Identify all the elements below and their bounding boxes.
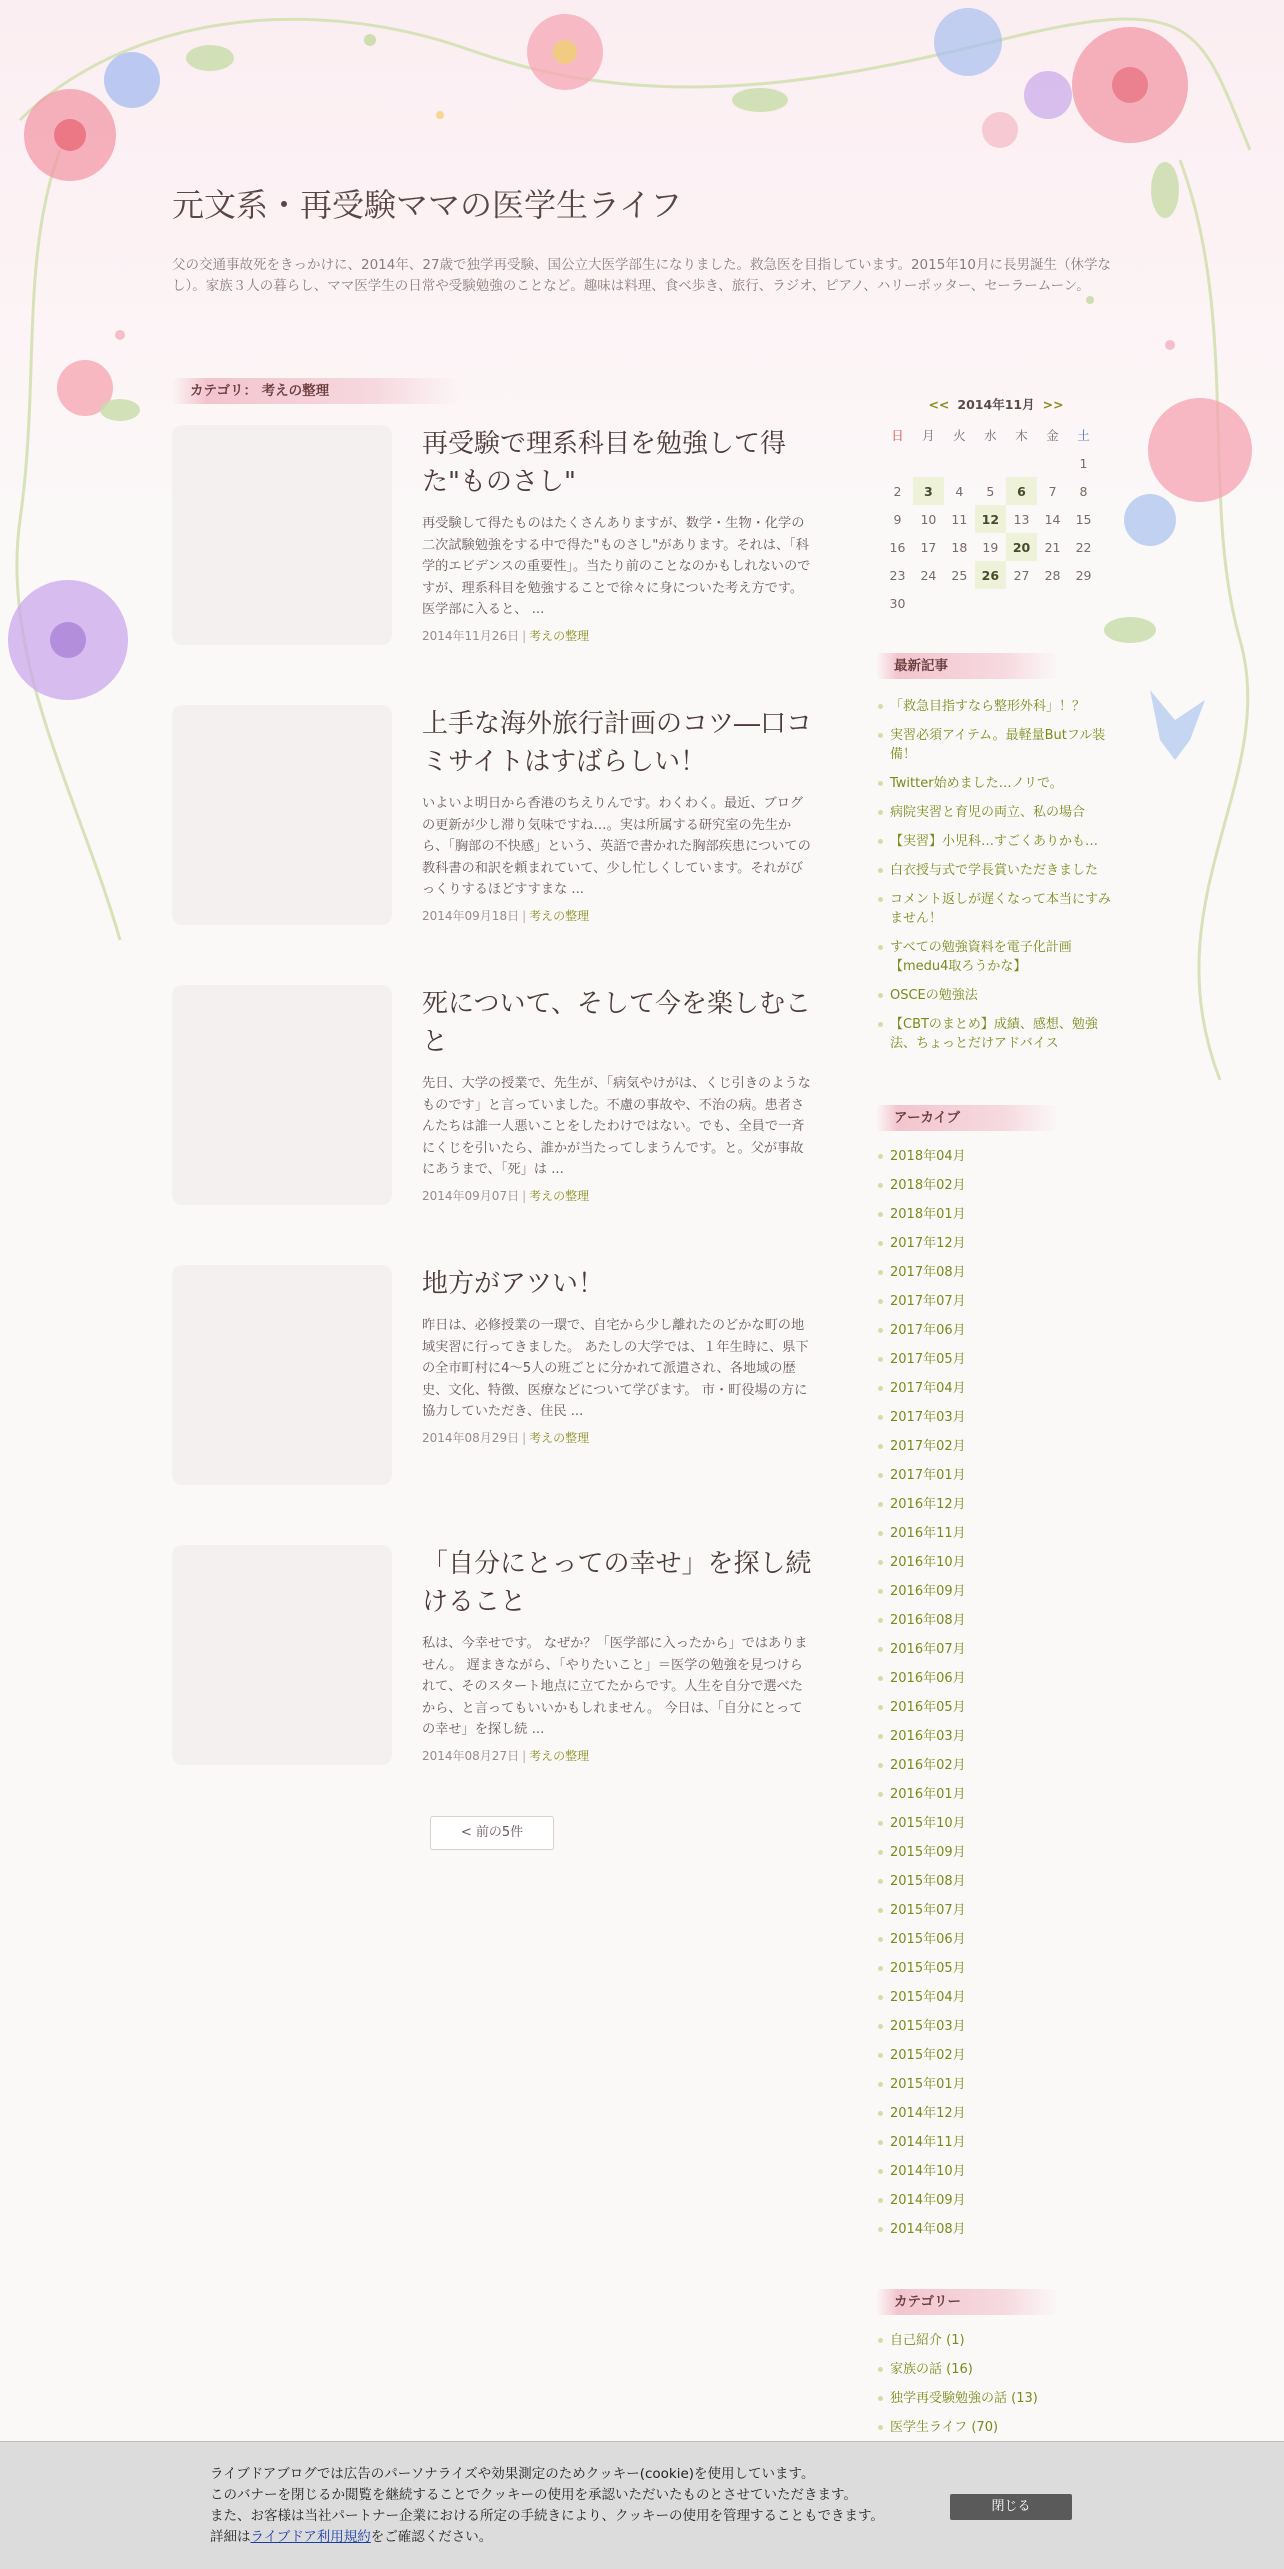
archive-month-link[interactable]: 2016年01月 [876,1785,1116,1814]
calendar-weekday: 土 [1077,428,1090,443]
entry-excerpt: 私は、今幸せです。 なぜか？「医学部に入ったから」ではありません。 遅まきながら、「やりたいこと」＝医学の勉強を見つけられて、そのスタート地点に立てたからです。人生を自分で選べたから、と言ってもいいかもしれません。 今日は、「自分にとっての幸せ」を探し続 ... [422,1636,808,1738]
archive-month-link[interactable]: 2016年12月 [876,1495,1116,1524]
archive-month-link[interactable]: 2016年03月 [876,1727,1116,1756]
calendar-grid [882,421,1099,617]
cookie-message [210,2464,930,2548]
calendar-header [876,395,1116,421]
archive-month-link[interactable]: 2015年08月 [876,1872,1116,1901]
cookie-banner [0,2441,1284,2569]
entry-title-link[interactable]: 再受験で理系科目を勉強して得た"ものさし" [422,429,787,497]
archive-month-link[interactable]: 2018年04月 [876,1147,1116,1176]
archive-month-link[interactable]: 2017年12月 [876,1234,1116,1263]
calendar-weekday: 水 [984,428,997,443]
calendar-day: 1 [1079,455,1088,471]
calendar-weekday: 木 [1015,428,1028,443]
calendar-day: 10 [920,511,937,527]
archive-month-link[interactable]: 2015年04月 [876,1988,1116,2017]
archive-month-link[interactable]: 2016年07月 [876,1640,1116,1669]
archive-month-link[interactable]: 2016年09月 [876,1582,1116,1611]
calendar-day [1068,589,1099,617]
calendar-day-link[interactable]: 3 [913,477,944,505]
archive-month-link[interactable]: 2018年01月 [876,1205,1116,1234]
calendar-day: 24 [920,567,937,583]
calendar-day: 28 [1044,567,1061,583]
calendar-day: 4 [955,483,964,499]
calendar-day: 2 [893,483,902,499]
cookie-line: また、お客様は当社パートナー企業における所定の手続きにより、クッキーの使用を管理することもできます。 [210,2508,884,2524]
entry-date: 2014年08月29日 [422,1430,520,1445]
calendar-day-link[interactable]: 12 [975,505,1006,533]
entry-title-link[interactable]: 死について、そして今を楽しむこと [422,989,811,1057]
calendar-day: 17 [920,539,937,555]
recent-post-link[interactable]: 白衣授与式で学長賞いただきました [876,861,1116,880]
entry-category-link[interactable]: 考えの整理 [529,628,590,643]
recent-post-link[interactable]: Twitter始めました…ノリで。 [876,774,1116,793]
archive-month-link[interactable]: 2016年11月 [876,1524,1116,1553]
archive-month-link[interactable]: 2015年07月 [876,1901,1116,1930]
entry-thumbnail[interactable] [172,425,392,645]
calendar-day-link[interactable]: 26 [975,561,1006,589]
archive-month-link[interactable]: 2017年07月 [876,1292,1116,1321]
calendar-day [975,449,1006,477]
entry-date: 2014年09月07日 [422,1188,520,1203]
calendar-day: 22 [1075,539,1092,555]
entry-thumbnail[interactable] [172,705,392,925]
calendar-day: 25 [951,567,968,583]
entry-thumbnail[interactable] [172,1265,392,1485]
terms-link[interactable]: ライブドア利用規約 [250,2529,371,2545]
recent-post-link[interactable]: OSCEの勉強法 [876,986,1116,1005]
calendar-weekday: 月 [922,428,935,443]
calendar-next-link[interactable]: >> [1042,397,1064,412]
archive-month-link[interactable]: 2015年01月 [876,2075,1116,2104]
archive-month-link[interactable]: 2015年10月 [876,1814,1116,1843]
archive-month-link[interactable]: 2017年01月 [876,1466,1116,1495]
categories-title: カテゴリー [876,2289,1058,2315]
calendar-day [913,449,944,477]
category-link[interactable]: 独学再受験勉強の話 (13) [876,2389,1116,2418]
calendar-day [882,449,913,477]
archive-list [876,1147,1116,2249]
prev-page-button[interactable]: < 前の5件 [430,1816,554,1850]
calendar-day [1006,449,1037,477]
entry-excerpt: 再受験して得たものはたくさんありますが、数学・生物・化学の二次試験勉強をする中で得た"ものさし"があります。それは、「科学的エビデンスの重要性」。当たり前のことなのかもしれないのですが、理系科目を勉強することで徐々に身についた考え方です。医学部に入ると、 ... [422,516,811,618]
archive-month-link[interactable]: 2014年08月 [876,2220,1116,2249]
archive-month-link[interactable]: 2014年11月 [876,2133,1116,2162]
category-link[interactable]: 医学生ライフ (70) [876,2418,1116,2447]
cookie-line: ライブドアブログでは広告のパーソナライズや効果測定のためクッキー(cookie)を使用しています。 [210,2466,815,2482]
entry: 上手な海外旅行計画のコツ―口コミサイトはすばらしい！ いよいよ明日から香港のちえりんです。わくわく。最近、ブログの更新が少し滞り気味ですね…。実は所属する研究室の先生から、「胸部の不快感」という、英語で書かれた胸部疾患についての教科書の和訳を頼まれていて、少し忙しくしています。それがびっくりするほどすすまな ... 2014年09月18日 | 考えの整理 [172,705,812,985]
archive-month-link[interactable]: 2017年03月 [876,1408,1116,1437]
calendar-weekday: 日 [891,428,904,443]
entry: 再受験で理系科目を勉強して得た"ものさし" 再受験して得たものはたくさんありますが、数学・生物・化学の二次試験勉強をする中で得た"ものさし"があります。それは、「科学的エビデンスの重要性」。当たり前のことなのかもしれないのですが、理系科目を勉強することで徐々に身についた考え方です。医学部に入ると、 ... 2014年11月26日 | 考えの整理 [172,425,812,705]
archive-month-link[interactable]: 2017年08月 [876,1263,1116,1292]
calendar-day: 18 [951,539,968,555]
category-heading: カテゴリ： 考えの整理 [172,378,460,404]
archive-month-link[interactable]: 2016年08月 [876,1611,1116,1640]
calendar-day-link[interactable]: 20 [1006,533,1037,561]
recent-posts-list [876,697,1116,1063]
recent-post-link[interactable]: 実習必須アイテム。最軽量Butフル装備！ [876,726,1116,764]
calendar-day: 27 [1013,567,1030,583]
archive-month-link[interactable]: 2014年10月 [876,2162,1116,2191]
entry-date: 2014年11月26日 [422,628,520,643]
calendar-day: 7 [1048,483,1057,499]
entry-title-link[interactable]: 地方がアツい！ [422,1269,605,1299]
entry-category-link[interactable]: 考えの整理 [529,908,590,923]
calendar-weekday: 火 [953,428,966,443]
entry-category-link[interactable]: 考えの整理 [529,1430,590,1445]
calendar-day: 21 [1044,539,1061,555]
calendar-day: 29 [1075,567,1092,583]
entry-excerpt: いよいよ明日から香港のちえりんです。わくわく。最近、ブログの更新が少し滞り気味ですね…。実は所属する研究室の先生から、「胸部の不快感」という、英語で書かれた胸部疾患についての教科書の和訳を頼まれていて、少し忙しくしています。それがびっくりするほどすすまな ... [422,796,811,898]
cookie-close-button[interactable]: 閉じる [950,2494,1072,2520]
calendar-day: 5 [986,483,995,499]
archive-month-link[interactable]: 2017年05月 [876,1350,1116,1379]
site-description: 父の交通事故死をきっかけに、2014年、27歳で独学再受験、国公立大医学部生になりました。救急医を目指しています。2015年10月に長男誕生（休学なし）。家族３人の暮らし、ママ医学生の日常や受験勉強のことなど。趣味は料理、食べ歩き、旅行、ラジオ、ピアノ、ハリーポッター、セーラームーン。 [172,257,1111,294]
recent-post-link[interactable]: 【実習】小児科…すごくありかも… [876,832,1116,851]
archive-month-link[interactable]: 2016年02月 [876,1756,1116,1785]
archive-month-link[interactable]: 2015年09月 [876,1843,1116,1872]
calendar-month-label: 2014年11月 [957,397,1035,412]
archive-month-link[interactable]: 2016年05月 [876,1698,1116,1727]
calendar-day: 19 [982,539,999,555]
recent-post-link[interactable]: すべての勉強資料を電子化計画【medu4取ろうかな】 [876,938,1116,976]
calendar-day [944,449,975,477]
archive-title: アーカイブ [876,1105,1058,1131]
archive-month-link[interactable]: 2015年02月 [876,2046,1116,2075]
category-link[interactable]: 自己紹介 (1) [876,2331,1116,2360]
archive-month-link[interactable]: 2015年05月 [876,1959,1116,1988]
entry-thumbnail[interactable] [172,1545,392,1765]
entry-thumbnail[interactable] [172,985,392,1205]
calendar-day: 30 [889,595,906,611]
entry-title-link[interactable]: 「自分にとっての幸せ」を探し続けること [422,1549,812,1617]
recent-post-link[interactable]: 病院実習と育児の両立、私の場合 [876,803,1116,822]
entry-category-link[interactable]: 考えの整理 [529,1188,590,1203]
category-link[interactable]: 家族の話 (16) [876,2360,1116,2389]
categories-list [876,2331,1116,2447]
entry-category-link[interactable]: 考えの整理 [529,1748,590,1763]
recent-posts-title: 最新記事 [876,653,1058,679]
entry-excerpt: 先日、大学の授業で、先生が、「病気やけがは、くじ引きのようなものです」と言っていました。不慮の事故や、不治の病。患者さんたちは誰一人悪いことをしたわけではない。でも、全員で一斉にくじを引いたら、誰かが当たってしまうんです。と。父が事故にあうまで、「死」は ... [422,1076,811,1178]
entry: 死について、そして今を楽しむこと 先日、大学の授業で、先生が、「病気やけがは、くじ引きのようなものです」と言っていました。不慮の事故や、不治の病。患者さんたちは誰一人悪いことをしたわけではない。でも、全員で一斉にくじを引いたら、誰かが当たってしまうんです。と。父が事故にあうまで、「死」は ... 2014年09月07日 | 考えの整理 [172,985,812,1265]
entry-list [172,425,812,1825]
calendar-day [1006,589,1037,617]
calendar-day: 15 [1075,511,1092,527]
archive-month-link[interactable]: 2018年02月 [876,1176,1116,1205]
calendar-day [975,589,1006,617]
calendar-weekday: 金 [1046,428,1059,443]
entry-title-link[interactable]: 上手な海外旅行計画のコツ―口コミサイトはすばらしい！ [422,709,813,777]
archive-month-link[interactable]: 2016年10月 [876,1553,1116,1582]
calendar-prev-link[interactable]: << [928,397,950,412]
archive-month-link[interactable]: 2017年02月 [876,1437,1116,1466]
cookie-line: をご確認ください。 [370,2529,493,2545]
entry: 地方がアツい！ 昨日は、必修授業の一環で、自宅から少し離れたのどかな町の地域実習に行ってきました。 あたしの大学では、１年生時に、県下の全市町村に4～5人の班ごとに分かれて派遣され、各地域の歴史、文化、特徴、医療などについて学びます。 市・町役場の方に協力していただき、住民 ... 2014年08月29日 | 考えの整理 [172,1265,812,1545]
entry-date: 2014年08月27日 [422,1748,520,1763]
calendar-day: 9 [893,511,902,527]
entry: 「自分にとっての幸せ」を探し続けること 私は、今幸せです。 なぜか？「医学部に入ったから」ではありません。 遅まきながら、「やりたいこと」＝医学の勉強を見つけられて、そのスタート地点に立てたからです。人生を自分で選べたから、と言ってもいいかもしれません。 今日は、「自分にとっての幸せ」を探し続 ... 2014年08月27日 | 考えの整理 [172,1545,812,1825]
archive-month-link[interactable]: 2016年06月 [876,1669,1116,1698]
archive-month-link[interactable]: 2017年06月 [876,1321,1116,1350]
site-title[interactable]: 元文系・再受験ママの医学生ライフ [172,186,683,224]
archive-month-link[interactable]: 2015年06月 [876,1930,1116,1959]
calendar-day [1037,589,1068,617]
calendar-day: 11 [951,511,968,527]
calendar-widget [876,395,1116,617]
archive-month-link[interactable]: 2017年04月 [876,1379,1116,1408]
recent-post-link[interactable]: コメント返しが遅くなって本当にすみません！ [876,890,1116,928]
cookie-line: このバナーを閉じるか閲覧を継続することでクッキーの使用を承認いただいたものとさせていただきます。 [210,2487,857,2503]
calendar-day: 8 [1079,483,1088,499]
entry-excerpt: 昨日は、必修授業の一環で、自宅から少し離れたのどかな町の地域実習に行ってきました。 あたしの大学では、１年生時に、県下の全市町村に4～5人の班ごとに分かれて派遣され、各地域の歴史、文化、特徴、医療などについて学びます。 市・町役場の方に協力していただき、住民 ... [422,1318,809,1420]
archive-month-link[interactable]: 2014年12月 [876,2104,1116,2133]
recent-post-link[interactable]: 【CBTのまとめ】成績、感想、勉強法、ちょっとだけアドバイス [876,1015,1116,1053]
calendar-day [944,589,975,617]
archive-month-link[interactable]: 2015年03月 [876,2017,1116,2046]
calendar-day: 14 [1044,511,1061,527]
calendar-day-link[interactable]: 6 [1006,477,1037,505]
recent-post-link[interactable]: 「救急目指すなら整形外科」！？ [876,697,1116,716]
calendar-day [913,589,944,617]
calendar-day [1037,449,1068,477]
calendar-day: 23 [889,567,906,583]
calendar-day: 13 [1013,511,1030,527]
cookie-line: 詳細は [210,2529,251,2545]
entry-date: 2014年09月18日 [422,908,520,923]
calendar-day: 16 [889,539,906,555]
archive-month-link[interactable]: 2014年09月 [876,2191,1116,2220]
